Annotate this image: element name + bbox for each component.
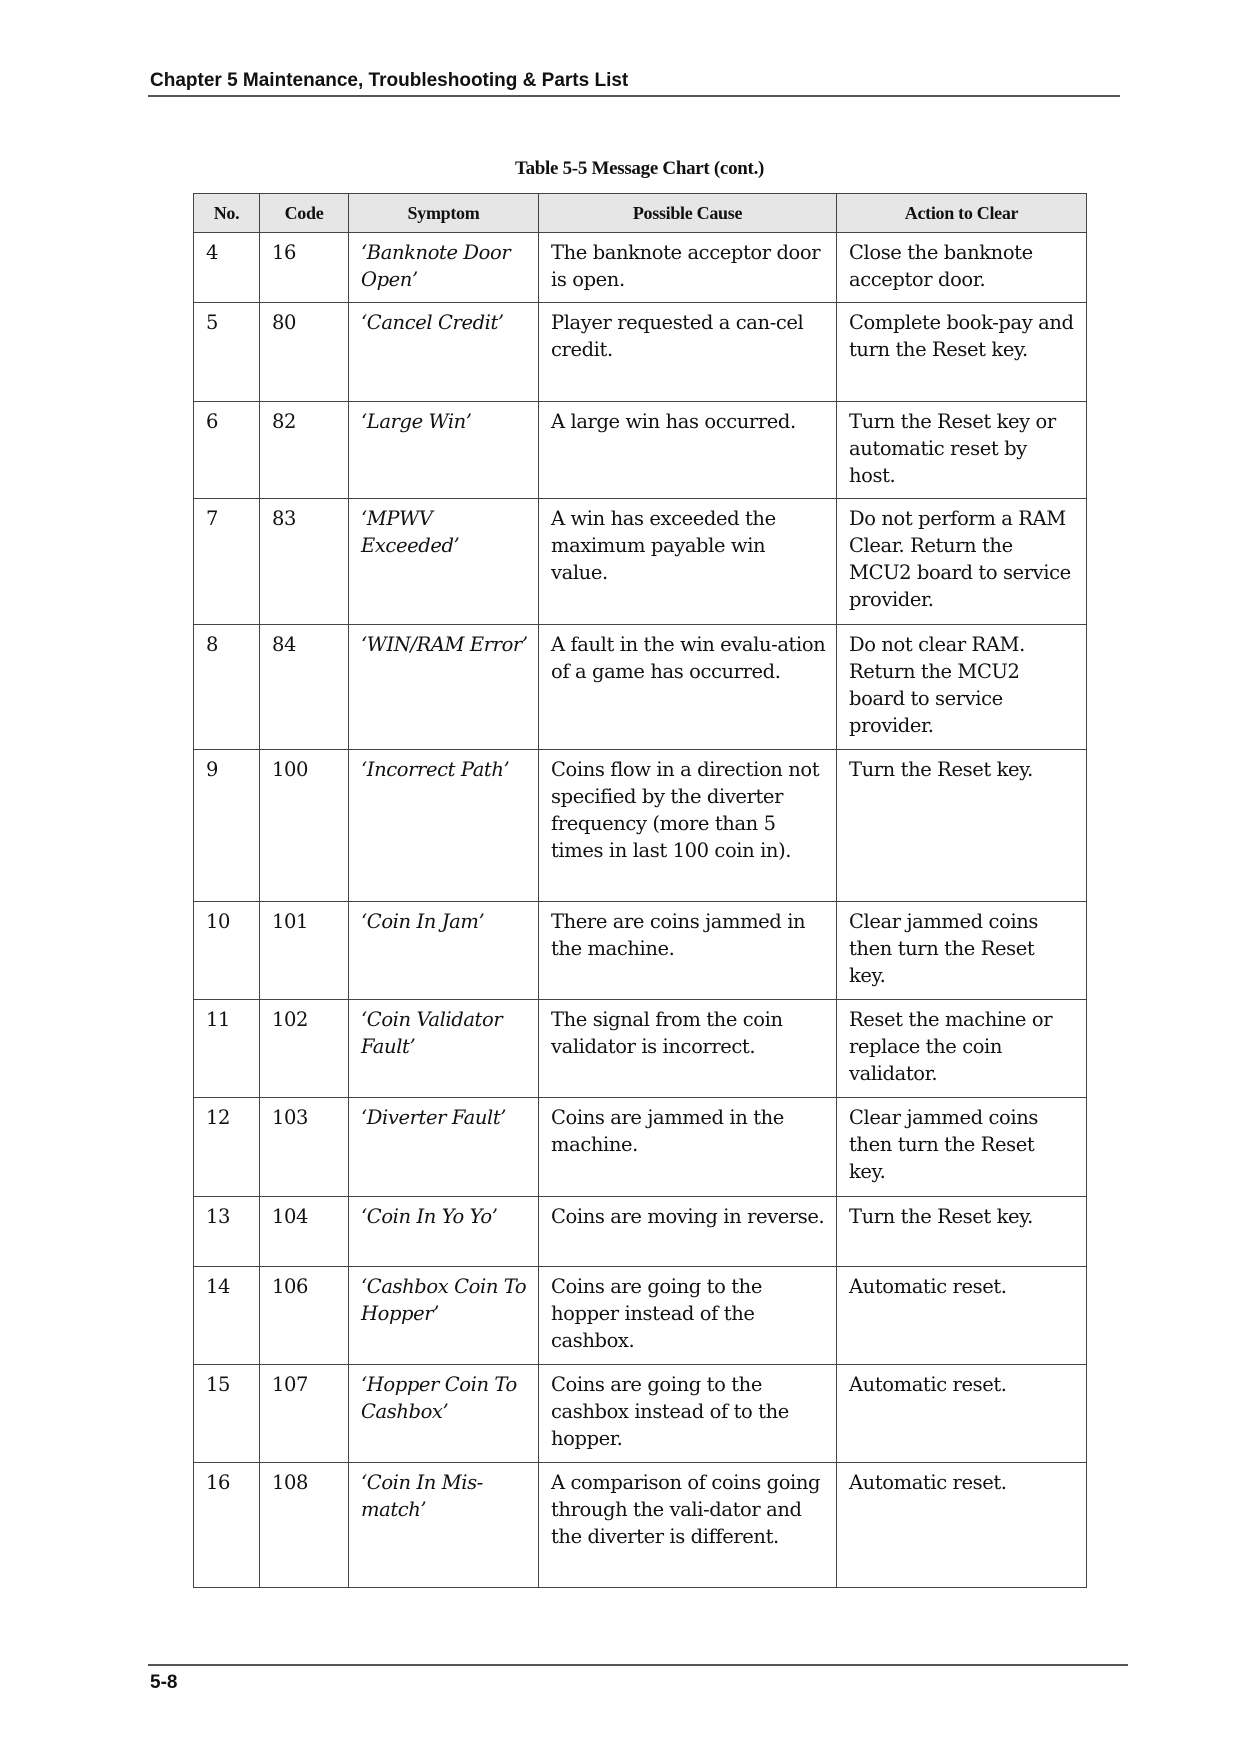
cell-symptom: ‘Large Win’ (349, 402, 539, 499)
cell-no: 11 (194, 1000, 260, 1098)
table-row (194, 1463, 1087, 1588)
cell-symptom: ‘Coin In Yo Yo’ (349, 1197, 539, 1267)
cell-code: 100 (260, 750, 349, 902)
cell-code: 84 (260, 625, 349, 750)
table-row (194, 402, 1087, 499)
cell-possible-cause: Player requested a can-cel credit. (539, 303, 837, 402)
cell-no: 9 (194, 750, 260, 902)
cell-code: 16 (260, 233, 349, 303)
cell-no: 16 (194, 1463, 260, 1588)
table-row (194, 902, 1087, 1000)
table-row (194, 1000, 1087, 1098)
message-chart-table (193, 193, 1087, 1588)
page-number: 5-8 (150, 1672, 178, 1693)
cell-action-to-clear: Automatic reset. (837, 1365, 1087, 1463)
table-row (194, 750, 1087, 902)
column-header-possible-cause: Possible Cause (539, 194, 837, 233)
cell-action-to-clear: Turn the Reset key. (837, 1197, 1087, 1267)
cell-symptom: ‘Incorrect Path’ (349, 750, 539, 902)
cell-action-to-clear: Complete book-pay and turn the Reset key. (837, 303, 1087, 402)
column-header-action-to-clear: Action to Clear (837, 194, 1087, 233)
cell-action-to-clear: Close the banknote acceptor door. (837, 233, 1087, 303)
header-rule (148, 95, 1120, 97)
cell-action-to-clear: Do not perform a RAM Clear. Return the MCU2 board to service provider. (837, 499, 1087, 625)
cell-code: 106 (260, 1267, 349, 1365)
table-row (194, 625, 1087, 750)
cell-action-to-clear: Reset the machine or replace the coin validator. (837, 1000, 1087, 1098)
column-header-code: Code (260, 194, 349, 233)
cell-action-to-clear: Automatic reset. (837, 1463, 1087, 1588)
page-header: Chapter 5 Maintenance, Troubleshooting & Parts List (150, 70, 629, 91)
cell-symptom: ‘Coin In Mis-match’ (349, 1463, 539, 1588)
cell-symptom: ‘Cancel Credit’ (349, 303, 539, 402)
cell-action-to-clear: Do not clear RAM. Return the MCU2 board to service provider. (837, 625, 1087, 750)
table-header-row (194, 194, 1087, 233)
cell-possible-cause: A win has exceeded the maximum payable win value. (539, 499, 837, 625)
cell-symptom: ‘Banknote Door Open’ (349, 233, 539, 303)
cell-no: 12 (194, 1098, 260, 1197)
cell-action-to-clear: Clear jammed coins then turn the Reset key. (837, 902, 1087, 1000)
table-row (194, 499, 1087, 625)
cell-code: 82 (260, 402, 349, 499)
cell-possible-cause: Coins are going to the cashbox instead of to the hopper. (539, 1365, 837, 1463)
cell-possible-cause: Coins are moving in reverse. (539, 1197, 837, 1267)
cell-possible-cause: Coins are going to the hopper instead of the cashbox. (539, 1267, 837, 1365)
cell-possible-cause: A comparison of coins going through the vali-dator and the diverter is different. (539, 1463, 837, 1588)
cell-no: 7 (194, 499, 260, 625)
footer-rule (148, 1664, 1128, 1666)
cell-symptom: ‘Diverter Fault’ (349, 1098, 539, 1197)
cell-symptom: ‘Coin In Jam’ (349, 902, 539, 1000)
table-row (194, 1365, 1087, 1463)
cell-possible-cause: The signal from the coin validator is incorrect. (539, 1000, 837, 1098)
cell-possible-cause: Coins flow in a direction not specified by the diverter frequency (more than 5 times in last 100 coin in). (539, 750, 837, 902)
cell-code: 101 (260, 902, 349, 1000)
cell-symptom: ‘WIN/RAM Error’ (349, 625, 539, 750)
cell-action-to-clear: Clear jammed coins then turn the Reset key. (837, 1098, 1087, 1197)
cell-no: 15 (194, 1365, 260, 1463)
column-header-symptom: Symptom (349, 194, 539, 233)
cell-action-to-clear: Turn the Reset key. (837, 750, 1087, 902)
cell-no: 4 (194, 233, 260, 303)
table-caption: Table 5-5 Message Chart (cont.) (514, 158, 765, 179)
table-row (194, 303, 1087, 402)
cell-possible-cause: There are coins jammed in the machine. (539, 902, 837, 1000)
cell-no: 13 (194, 1197, 260, 1267)
cell-no: 8 (194, 625, 260, 750)
cell-code: 107 (260, 1365, 349, 1463)
cell-possible-cause: A large win has occurred. (539, 402, 837, 499)
cell-code: 104 (260, 1197, 349, 1267)
cell-no: 6 (194, 402, 260, 499)
cell-possible-cause: A fault in the win evalu-ation of a game has occurred. (539, 625, 837, 750)
cell-symptom: ‘Cashbox Coin To Hopper’ (349, 1267, 539, 1365)
table-row (194, 1197, 1087, 1267)
cell-symptom: ‘Hopper Coin To Cashbox’ (349, 1365, 539, 1463)
cell-code: 103 (260, 1098, 349, 1197)
cell-action-to-clear: Turn the Reset key or automatic reset by host. (837, 402, 1087, 499)
cell-code: 80 (260, 303, 349, 402)
cell-symptom: ‘Coin Validator Fault’ (349, 1000, 539, 1098)
cell-code: 83 (260, 499, 349, 625)
cell-no: 5 (194, 303, 260, 402)
cell-possible-cause: The banknote acceptor door is open. (539, 233, 837, 303)
table-row (194, 1098, 1087, 1197)
cell-action-to-clear: Automatic reset. (837, 1267, 1087, 1365)
table-row (194, 1267, 1087, 1365)
table-row (194, 233, 1087, 303)
cell-no: 14 (194, 1267, 260, 1365)
column-header-no: No. (194, 194, 260, 233)
cell-symptom: ‘MPWV Exceeded’ (349, 499, 539, 625)
cell-no: 10 (194, 902, 260, 1000)
cell-possible-cause: Coins are jammed in the machine. (539, 1098, 837, 1197)
cell-code: 102 (260, 1000, 349, 1098)
cell-code: 108 (260, 1463, 349, 1588)
